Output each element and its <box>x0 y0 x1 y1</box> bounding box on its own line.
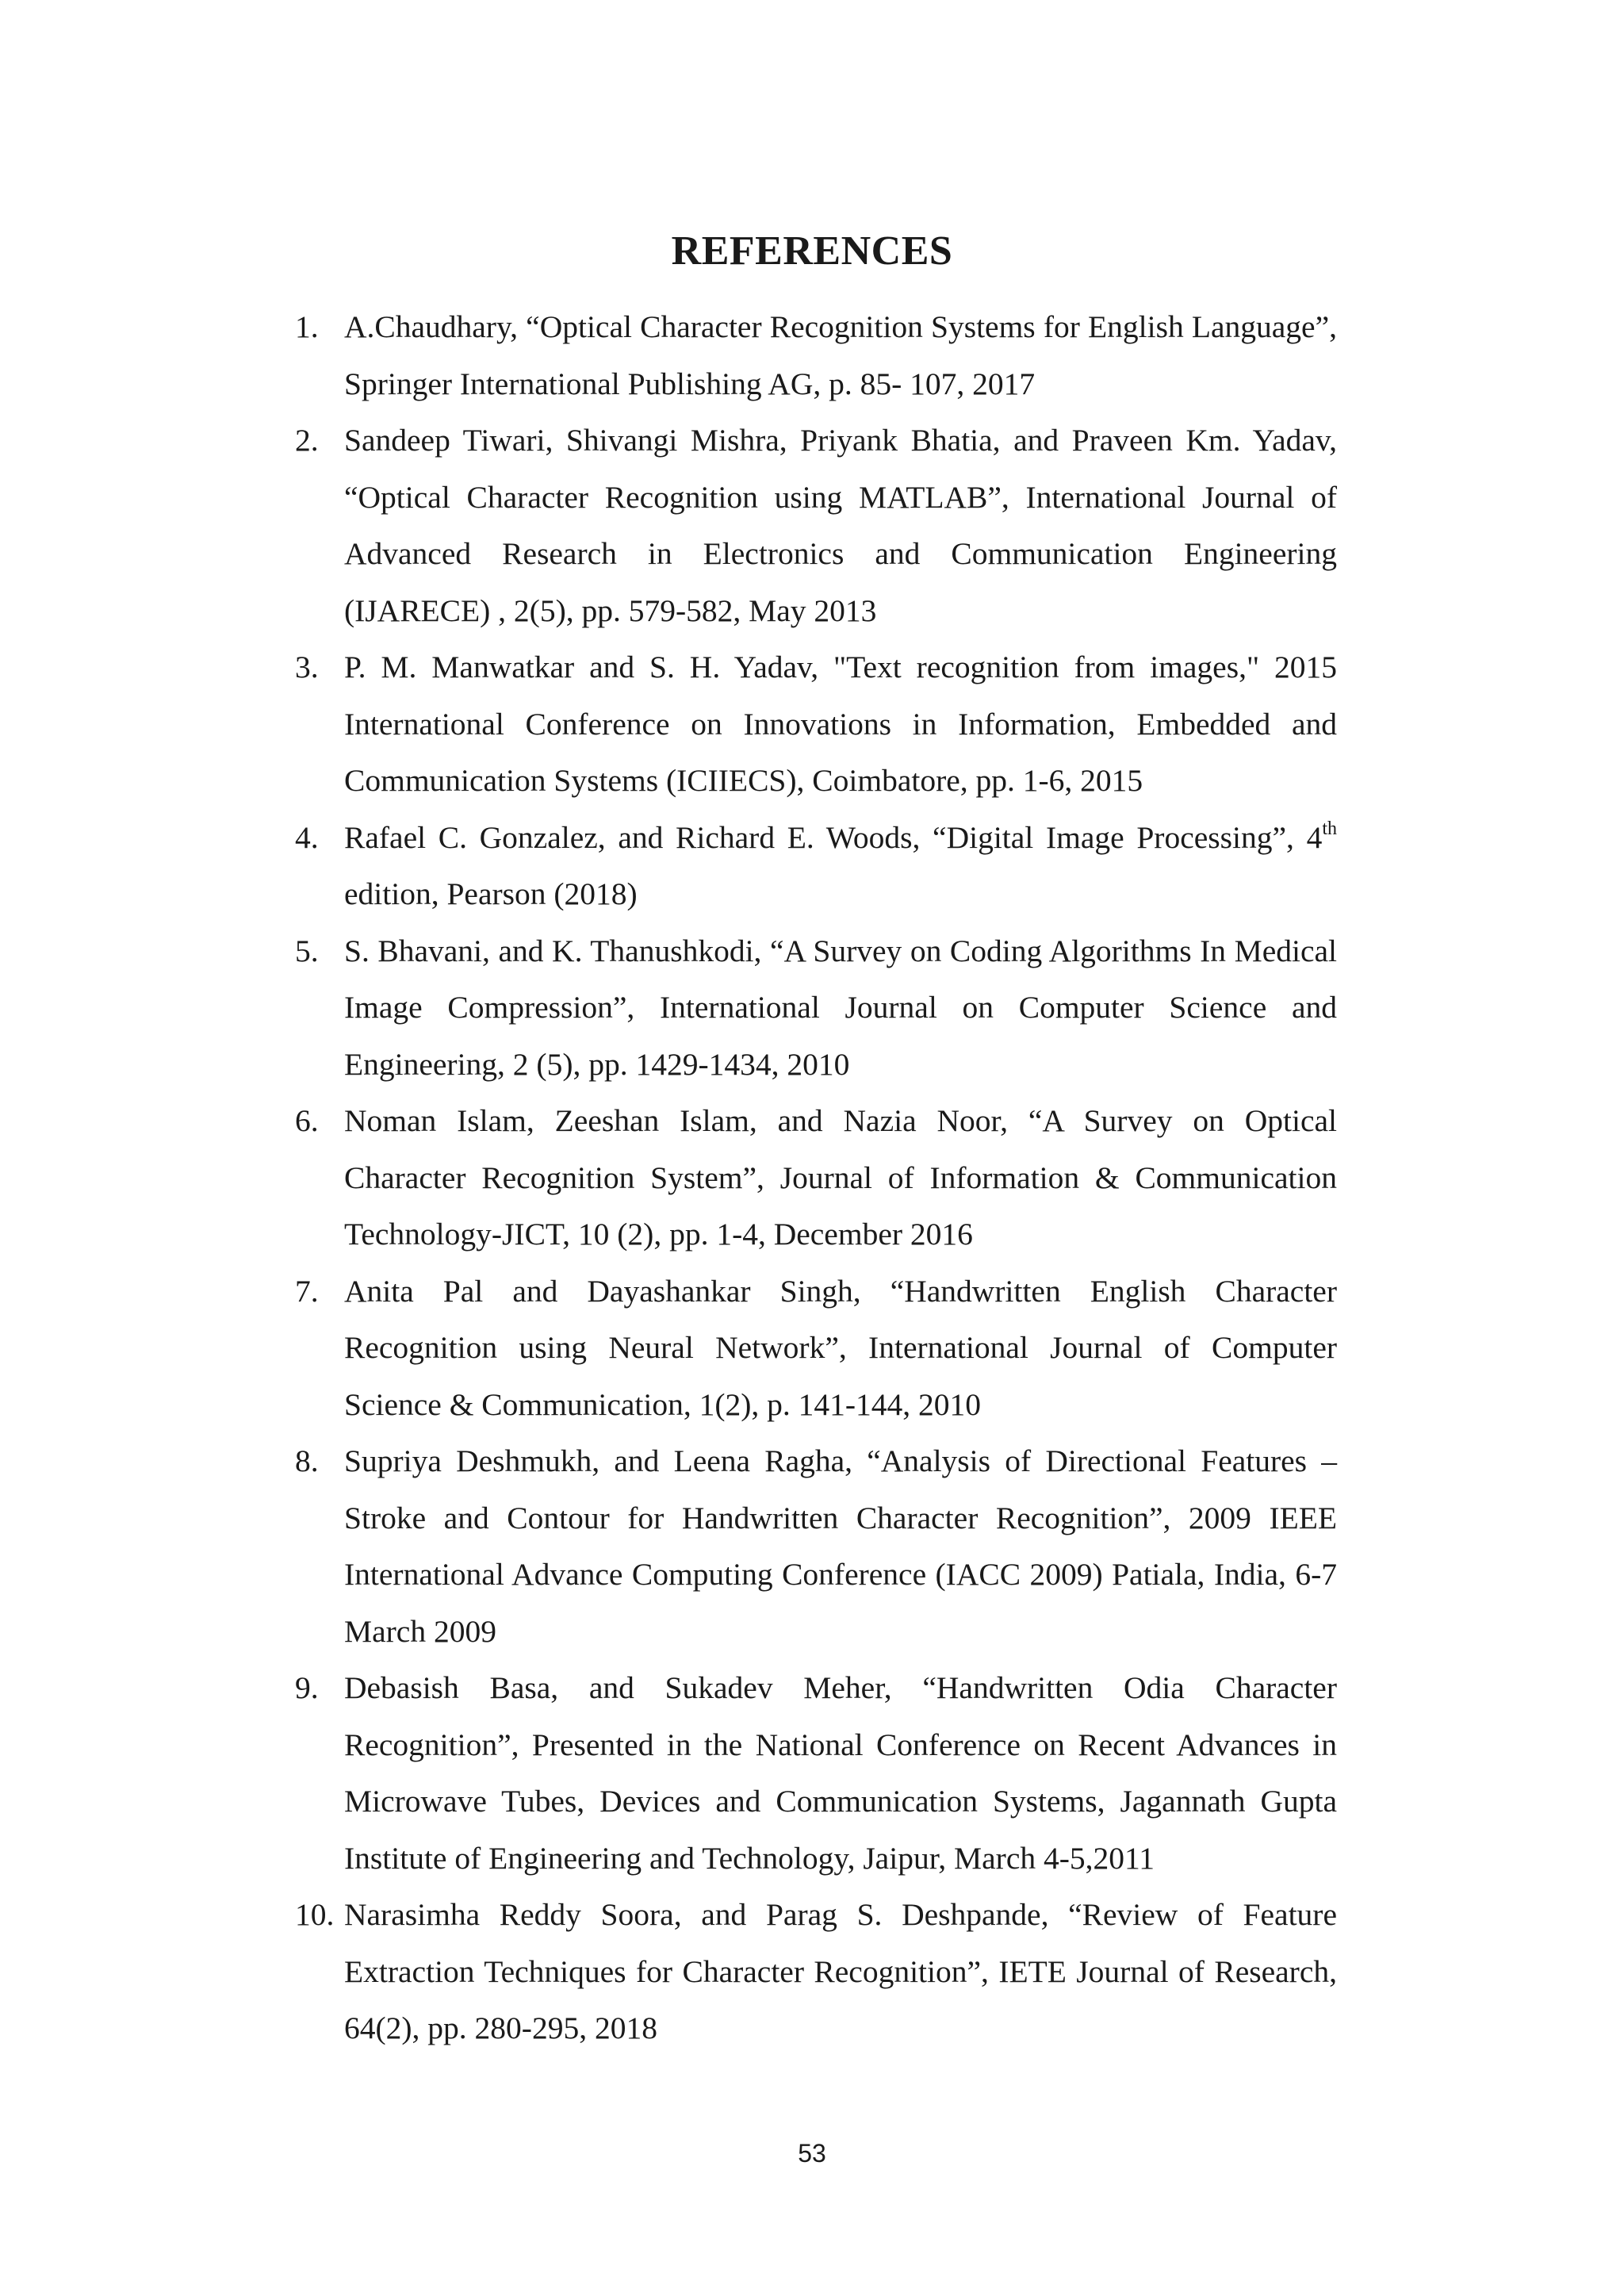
reference-text: Narasimha Reddy Soora, and Parag S. Deshpande, “Review of Feature Extraction Techniques for Character Recognition”, IETE Journal of Research, 64(2), pp. 280-295, 2018 <box>344 1897 1337 2045</box>
reference-number: 10. <box>295 1897 335 1932</box>
reference-number: 6. <box>295 1103 319 1138</box>
reference-item-8 <box>295 1433 1337 1660</box>
reference-item-3 <box>295 639 1337 810</box>
reference-number: 1. <box>295 309 319 344</box>
reference-text <box>344 810 1337 923</box>
reference-item-2 <box>295 412 1337 639</box>
reference-text-main: Rafael C. Gonzalez, and Richard E. Woods, “Digital Image Processing”, 4 <box>344 819 1323 855</box>
reference-text: S. Bhavani, and K. Thanushkodi, “A Survey on Coding Algorithms In Medical Image Compression”, International Journal on Computer Science and Engineering, 2 (5), pp. 1429-1434, 2010 <box>344 933 1337 1082</box>
reference-text: P. M. Manwatkar and S. H. Yadav, "Text recognition from images," 2015 International Conference on Innovations in Information, Embedded and Communication Systems (ICIIECS), Coimbatore, pp. 1-6, 2015 <box>344 650 1337 798</box>
reference-text: Noman Islam, Zeeshan Islam, and Nazia Noor, “A Survey on Optical Character Recognition System”, Journal of Information & Communication Technology-JICT, 10 (2), pp. 1-4, December 2016 <box>344 1103 1337 1251</box>
reference-item-1 <box>295 299 1337 412</box>
reference-number: 4. <box>295 819 319 855</box>
reference-number: 8. <box>295 1443 319 1478</box>
reference-item-9 <box>295 1660 1337 1887</box>
reference-number: 3. <box>295 650 319 684</box>
reference-text: Sandeep Tiwari, Shivangi Mishra, Priyank Bhatia, and Praveen Km. Yadav, “Optical Character Recognition using MATLAB”, International Journal of Advanced Research in Electronics and Communication Engineering (IJARECE) , 2(5), pp. 579-582, May 2013 <box>344 423 1337 628</box>
reference-text: A.Chaudhary, “Optical Character Recognition Systems for English Language”, Springer International Publishing AG, p. 85- 107, 2017 <box>344 309 1337 401</box>
reference-number: 7. <box>295 1273 319 1309</box>
reference-number: 9. <box>295 1670 319 1705</box>
reference-number: 5. <box>295 933 319 968</box>
reference-text-rest: edition, Pearson (2018) <box>344 876 638 911</box>
reference-number: 2. <box>295 423 319 458</box>
reference-text: Anita Pal and Dayashankar Singh, “Handwritten English Character Recognition using Neural Network”, International Journal of Computer Science & Communication, 1(2), p. 141-144, 2010 <box>344 1273 1337 1422</box>
references-list <box>295 299 1337 2057</box>
page-title: REFERENCES <box>671 228 953 274</box>
page-number: 53 <box>798 2139 826 2168</box>
ordinal-superscript: th <box>1322 818 1337 840</box>
reference-item-7 <box>295 1263 1337 1434</box>
reference-item-6 <box>295 1093 1337 1263</box>
reference-text: Debasish Basa, and Sukadev Meher, “Handwritten Odia Character Recognition”, Presented in the National Conference on Recent Advances in Microwave Tubes, Devices and Communication Systems, Jagannath Gupta Institute of Engineering and Technology, Jaipur, March 4-5,2011 <box>344 1670 1337 1876</box>
reference-item-5 <box>295 923 1337 1094</box>
reference-item-10 <box>295 1887 1337 2057</box>
reference-text: Supriya Deshmukh, and Leena Ragha, “Analysis of Directional Features – Stroke and Contour for Handwritten Character Recognition”, 2009 IEEE International Advance Computing Conference (IACC 2009) Patiala, India, 6-7 March 2009 <box>344 1443 1337 1649</box>
reference-item-4 <box>295 810 1337 923</box>
